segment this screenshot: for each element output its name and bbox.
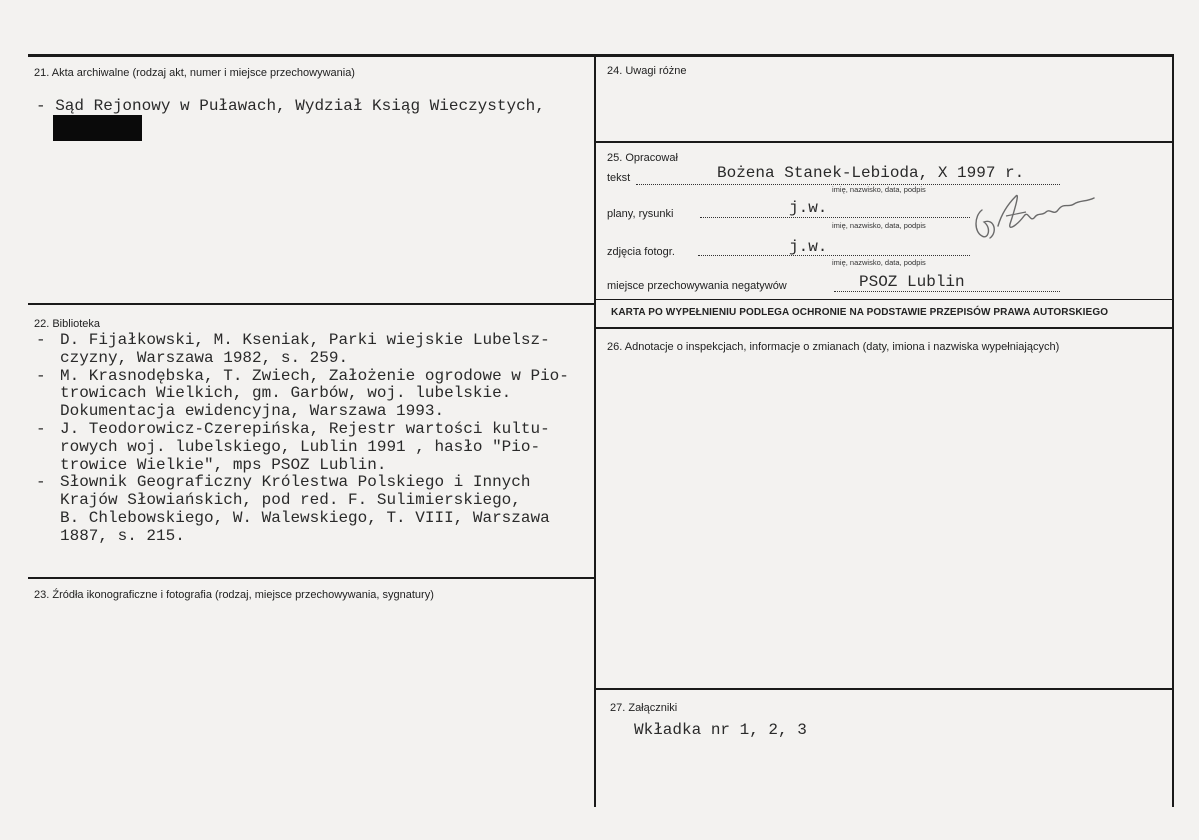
zdjecia-value: j.w. bbox=[789, 238, 828, 256]
section-27-value: Wkładka nr 1, 2, 3 bbox=[634, 721, 807, 739]
rule-22-23 bbox=[28, 577, 595, 579]
negatywy-dotted-line bbox=[834, 291, 1060, 292]
bibliography-item: - D. Fijałkowski, M. Kseniak, Parki wiejskie Lubelsz- czyzny, Warszawa 1982, s. 259. bbox=[36, 331, 550, 367]
redaction-block bbox=[53, 115, 142, 141]
right-border bbox=[1172, 55, 1174, 807]
rule-24-25 bbox=[595, 141, 1173, 143]
negatywy-value: PSOZ Lublin bbox=[859, 273, 965, 291]
section-27-label: 27. Załączniki bbox=[610, 702, 678, 714]
top-rule bbox=[28, 54, 1174, 57]
tekst-label: tekst bbox=[607, 172, 631, 184]
tekst-caption: imię, nazwisko, data, podpis bbox=[832, 185, 926, 194]
rule-25-26 bbox=[595, 327, 1173, 329]
section-24-label: 24. Uwagi różne bbox=[607, 65, 687, 77]
negatywy-label: miejsce przechowywania negatywów bbox=[607, 280, 787, 292]
bibliography-line: M. Krasnodębska, T. Zwiech, Założenie ogrodowe w Pio- bbox=[60, 366, 569, 385]
bibliography-line: Krajów Słowiańskich, pod red. F. Sulimierskiego, bbox=[60, 491, 521, 510]
section-21-entry: - Sąd Rejonowy w Puławach, Wydział Ksiąg Wieczystych, bbox=[36, 97, 545, 115]
bibliography-item: - M. Krasnodębska, T. Zwiech, Założenie ogrodowe w Pio- trowicach Wielkich, gm. Garbów, woj. lubelskie. Dokumentacja ewidencyjna, Warszawa 1993. bbox=[36, 366, 569, 421]
section-26-label: 26. Adnotacje o inspekcjach, informacje o zmianach (daty, imiona i nazwiska wypełniających) bbox=[607, 341, 1060, 353]
section-23-label: 23. Źródła ikonograficzne i fotografia (rodzaj, miejsce przechowywania, sygnatury) bbox=[34, 589, 434, 601]
plany-dotted-line bbox=[700, 217, 970, 218]
bibliography-line: Dokumentacja ewidencyjna, Warszawa 1993. bbox=[60, 402, 445, 421]
center-divider bbox=[594, 55, 596, 807]
bibliography-item: - J. Teodorowicz-Czerepińska, Rejestr wartości kultu- rowych woj. lubelskiego, Lublin 1991 , hasło "Pio- trowice Wielkie", mps PSOZ Lublin. bbox=[36, 419, 550, 474]
zdjecia-caption: imię, nazwisko, data, podpis bbox=[832, 258, 926, 267]
bibliography-line: 1887, s. 215. bbox=[60, 526, 185, 545]
bibliography-line: trowicach Wielkich, gm. Garbów, woj. lubelskie. bbox=[60, 384, 512, 403]
bibliography-item: - Słownik Geograficzny Królestwa Polskiego i Innych Krajów Słowiańskich, pod red. F. Sulimierskiego, B. Chlebowskiego, W. Walewskiego, T. VIII, Warszawa 1887, s. 215. bbox=[36, 473, 550, 545]
tekst-value: Bożena Stanek-Lebioda, X 1997 r. bbox=[717, 164, 1025, 182]
zdjecia-label: zdjęcia fotogr. bbox=[607, 246, 675, 258]
bibliography-line: B. Chlebowskiego, W. Walewskiego, T. VIII, Warszawa bbox=[60, 508, 550, 527]
rule-25-notice bbox=[595, 299, 1173, 300]
bibliography-list bbox=[36, 332, 569, 546]
copyright-notice: KARTA PO WYPEŁNIENIU PODLEGA OCHRONIE NA PODSTAWIE PRZEPISÓW PRAWA AUTORSKIEGO bbox=[611, 307, 1109, 318]
section-21-label: 21. Akta archiwalne (rodzaj akt, numer i miejsce przechowywania) bbox=[34, 67, 355, 79]
rule-26-27 bbox=[595, 688, 1173, 690]
plany-value: j.w. bbox=[789, 199, 828, 217]
bibliography-line: J. Teodorowicz-Czerepińska, Rejestr wartości kultu- bbox=[60, 419, 550, 438]
bibliography-line: rowych woj. lubelskiego, Lublin 1991 , hasło "Pio- bbox=[60, 437, 541, 456]
bibliography-line: czyzny, Warszawa 1982, s. 259. bbox=[60, 348, 349, 367]
signature-icon bbox=[968, 182, 1103, 244]
rule-21-22 bbox=[28, 303, 595, 305]
plany-caption: imię, nazwisko, data, podpis bbox=[832, 221, 926, 230]
section-25-label: 25. Opracował bbox=[607, 152, 678, 164]
zdjecia-dotted-line bbox=[698, 255, 970, 256]
plany-label: plany, rysunki bbox=[607, 208, 674, 220]
bibliography-line: Słownik Geograficzny Królestwa Polskiego i Innych bbox=[60, 473, 531, 492]
bibliography-line: trowice Wielkie", mps PSOZ Lublin. bbox=[60, 455, 387, 474]
section-22-label: 22. Biblioteka bbox=[34, 318, 101, 330]
bibliography-line: D. Fijałkowski, M. Kseniak, Parki wiejskie Lubelsz- bbox=[60, 331, 550, 349]
